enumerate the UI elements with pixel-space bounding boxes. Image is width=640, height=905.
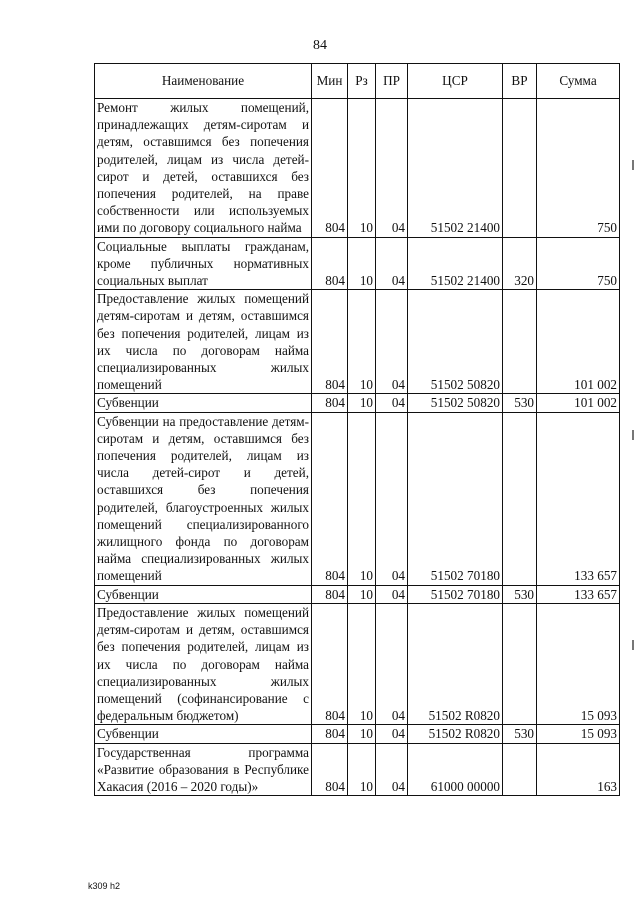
table-row: [95, 237, 620, 290]
row-name: Субвенции: [95, 725, 312, 743]
row-sum: 101 002: [537, 394, 620, 412]
row-min: 804: [312, 743, 348, 796]
row-min: 804: [312, 412, 348, 585]
row-pr: 04: [376, 394, 408, 412]
row-rz: 10: [348, 743, 376, 796]
row-rz: 10: [348, 412, 376, 585]
row-pr: 04: [376, 412, 408, 585]
row-csr: 51502 21400: [408, 99, 503, 238]
header-name: Наименование: [95, 64, 312, 99]
row-csr: 51502 50820: [408, 290, 503, 394]
row-min: 804: [312, 99, 348, 238]
table-row: [95, 743, 620, 796]
table-row: [95, 290, 620, 394]
header-sum: Сумма: [537, 64, 620, 99]
row-name: Предоставление жилых помещений детям-сиротам и детям, оставшимся без попечения родителей, лицам из их числа по договорам найма специализированных жилых помещений: [95, 290, 312, 394]
row-csr: 61000 00000: [408, 743, 503, 796]
footer-code: k309 h2: [88, 881, 121, 891]
header-rz: Рз: [348, 64, 376, 99]
table-row: [95, 603, 620, 724]
row-csr: 51502 70180: [408, 412, 503, 585]
row-sum: 133 657: [537, 412, 620, 585]
row-csr: 51502 R0820: [408, 725, 503, 743]
row-csr: 51502 50820: [408, 394, 503, 412]
row-vr: [503, 743, 537, 796]
row-min: 804: [312, 237, 348, 290]
row-name: Предоставление жилых помещений детям-сиротам и детям, оставшимся без попечения родителей, лицам из их числа по договорам найма специализированных жилых помещений (софинансирование с федеральным бюджетом): [95, 603, 312, 724]
table-row: [95, 394, 620, 412]
row-name: Социальные выплаты гражданам, кроме публичных нормативных социальных выплат: [95, 237, 312, 290]
row-sum: 15 093: [537, 725, 620, 743]
header-csr: ЦСР: [408, 64, 503, 99]
row-rz: 10: [348, 603, 376, 724]
table-row: [95, 585, 620, 603]
row-name: Субвенции: [95, 394, 312, 412]
row-sum: 15 093: [537, 603, 620, 724]
row-name: Ремонт жилых помещений, принадлежащих детям-сиротам и детям, оставшимся без попечения родителей, лицам из числа детей-сирот и детей, оставшихся без попечения родителей, на праве собственности или используемых ими по договору социального найма: [95, 99, 312, 238]
table-header-row: [95, 64, 620, 99]
scan-edge-mark: [632, 160, 634, 170]
row-vr: [503, 603, 537, 724]
page-number: 84: [313, 38, 327, 53]
row-vr: [503, 290, 537, 394]
row-min: 804: [312, 394, 348, 412]
row-pr: 04: [376, 725, 408, 743]
row-pr: 04: [376, 743, 408, 796]
row-vr: 530: [503, 394, 537, 412]
row-name: Субвенции: [95, 585, 312, 603]
row-rz: 10: [348, 99, 376, 238]
row-pr: 04: [376, 290, 408, 394]
budget-table: [94, 63, 620, 796]
table-row: [95, 725, 620, 743]
row-min: 804: [312, 603, 348, 724]
header-pr: ПР: [376, 64, 408, 99]
row-csr: 51502 70180: [408, 585, 503, 603]
table-row: [95, 99, 620, 238]
row-min: 804: [312, 290, 348, 394]
row-min: 804: [312, 585, 348, 603]
row-pr: 04: [376, 99, 408, 238]
row-sum: 133 657: [537, 585, 620, 603]
row-pr: 04: [376, 237, 408, 290]
row-pr: 04: [376, 603, 408, 724]
header-vr: ВР: [503, 64, 537, 99]
row-sum: 750: [537, 99, 620, 238]
row-vr: 530: [503, 725, 537, 743]
row-csr: 51502 R0820: [408, 603, 503, 724]
row-rz: 10: [348, 394, 376, 412]
row-csr: 51502 21400: [408, 237, 503, 290]
row-name: Государственная программа «Развитие образования в Республике Хакасия (2016 – 2020 годы)»: [95, 743, 312, 796]
row-min: 804: [312, 725, 348, 743]
row-vr: 320: [503, 237, 537, 290]
table-row: [95, 412, 620, 585]
row-vr: [503, 412, 537, 585]
row-rz: 10: [348, 585, 376, 603]
row-sum: 750: [537, 237, 620, 290]
row-name: Субвенции на предоставление детям-сиротам и детям, оставшимся без попечения родителей, лицам из числа детей-сирот и детей, оставшихся без попечения родителей, благоустроенных жилых помещений специализированного жилищного фонда по договорам найма специализированных жилых помещений: [95, 412, 312, 585]
header-min: Мин: [312, 64, 348, 99]
row-rz: 10: [348, 237, 376, 290]
row-sum: 101 002: [537, 290, 620, 394]
scan-edge-mark: [632, 640, 634, 650]
row-vr: [503, 99, 537, 238]
row-pr: 04: [376, 585, 408, 603]
row-vr: 530: [503, 585, 537, 603]
scan-edge-mark: [632, 430, 634, 440]
row-rz: 10: [348, 725, 376, 743]
row-rz: 10: [348, 290, 376, 394]
row-sum: 163: [537, 743, 620, 796]
